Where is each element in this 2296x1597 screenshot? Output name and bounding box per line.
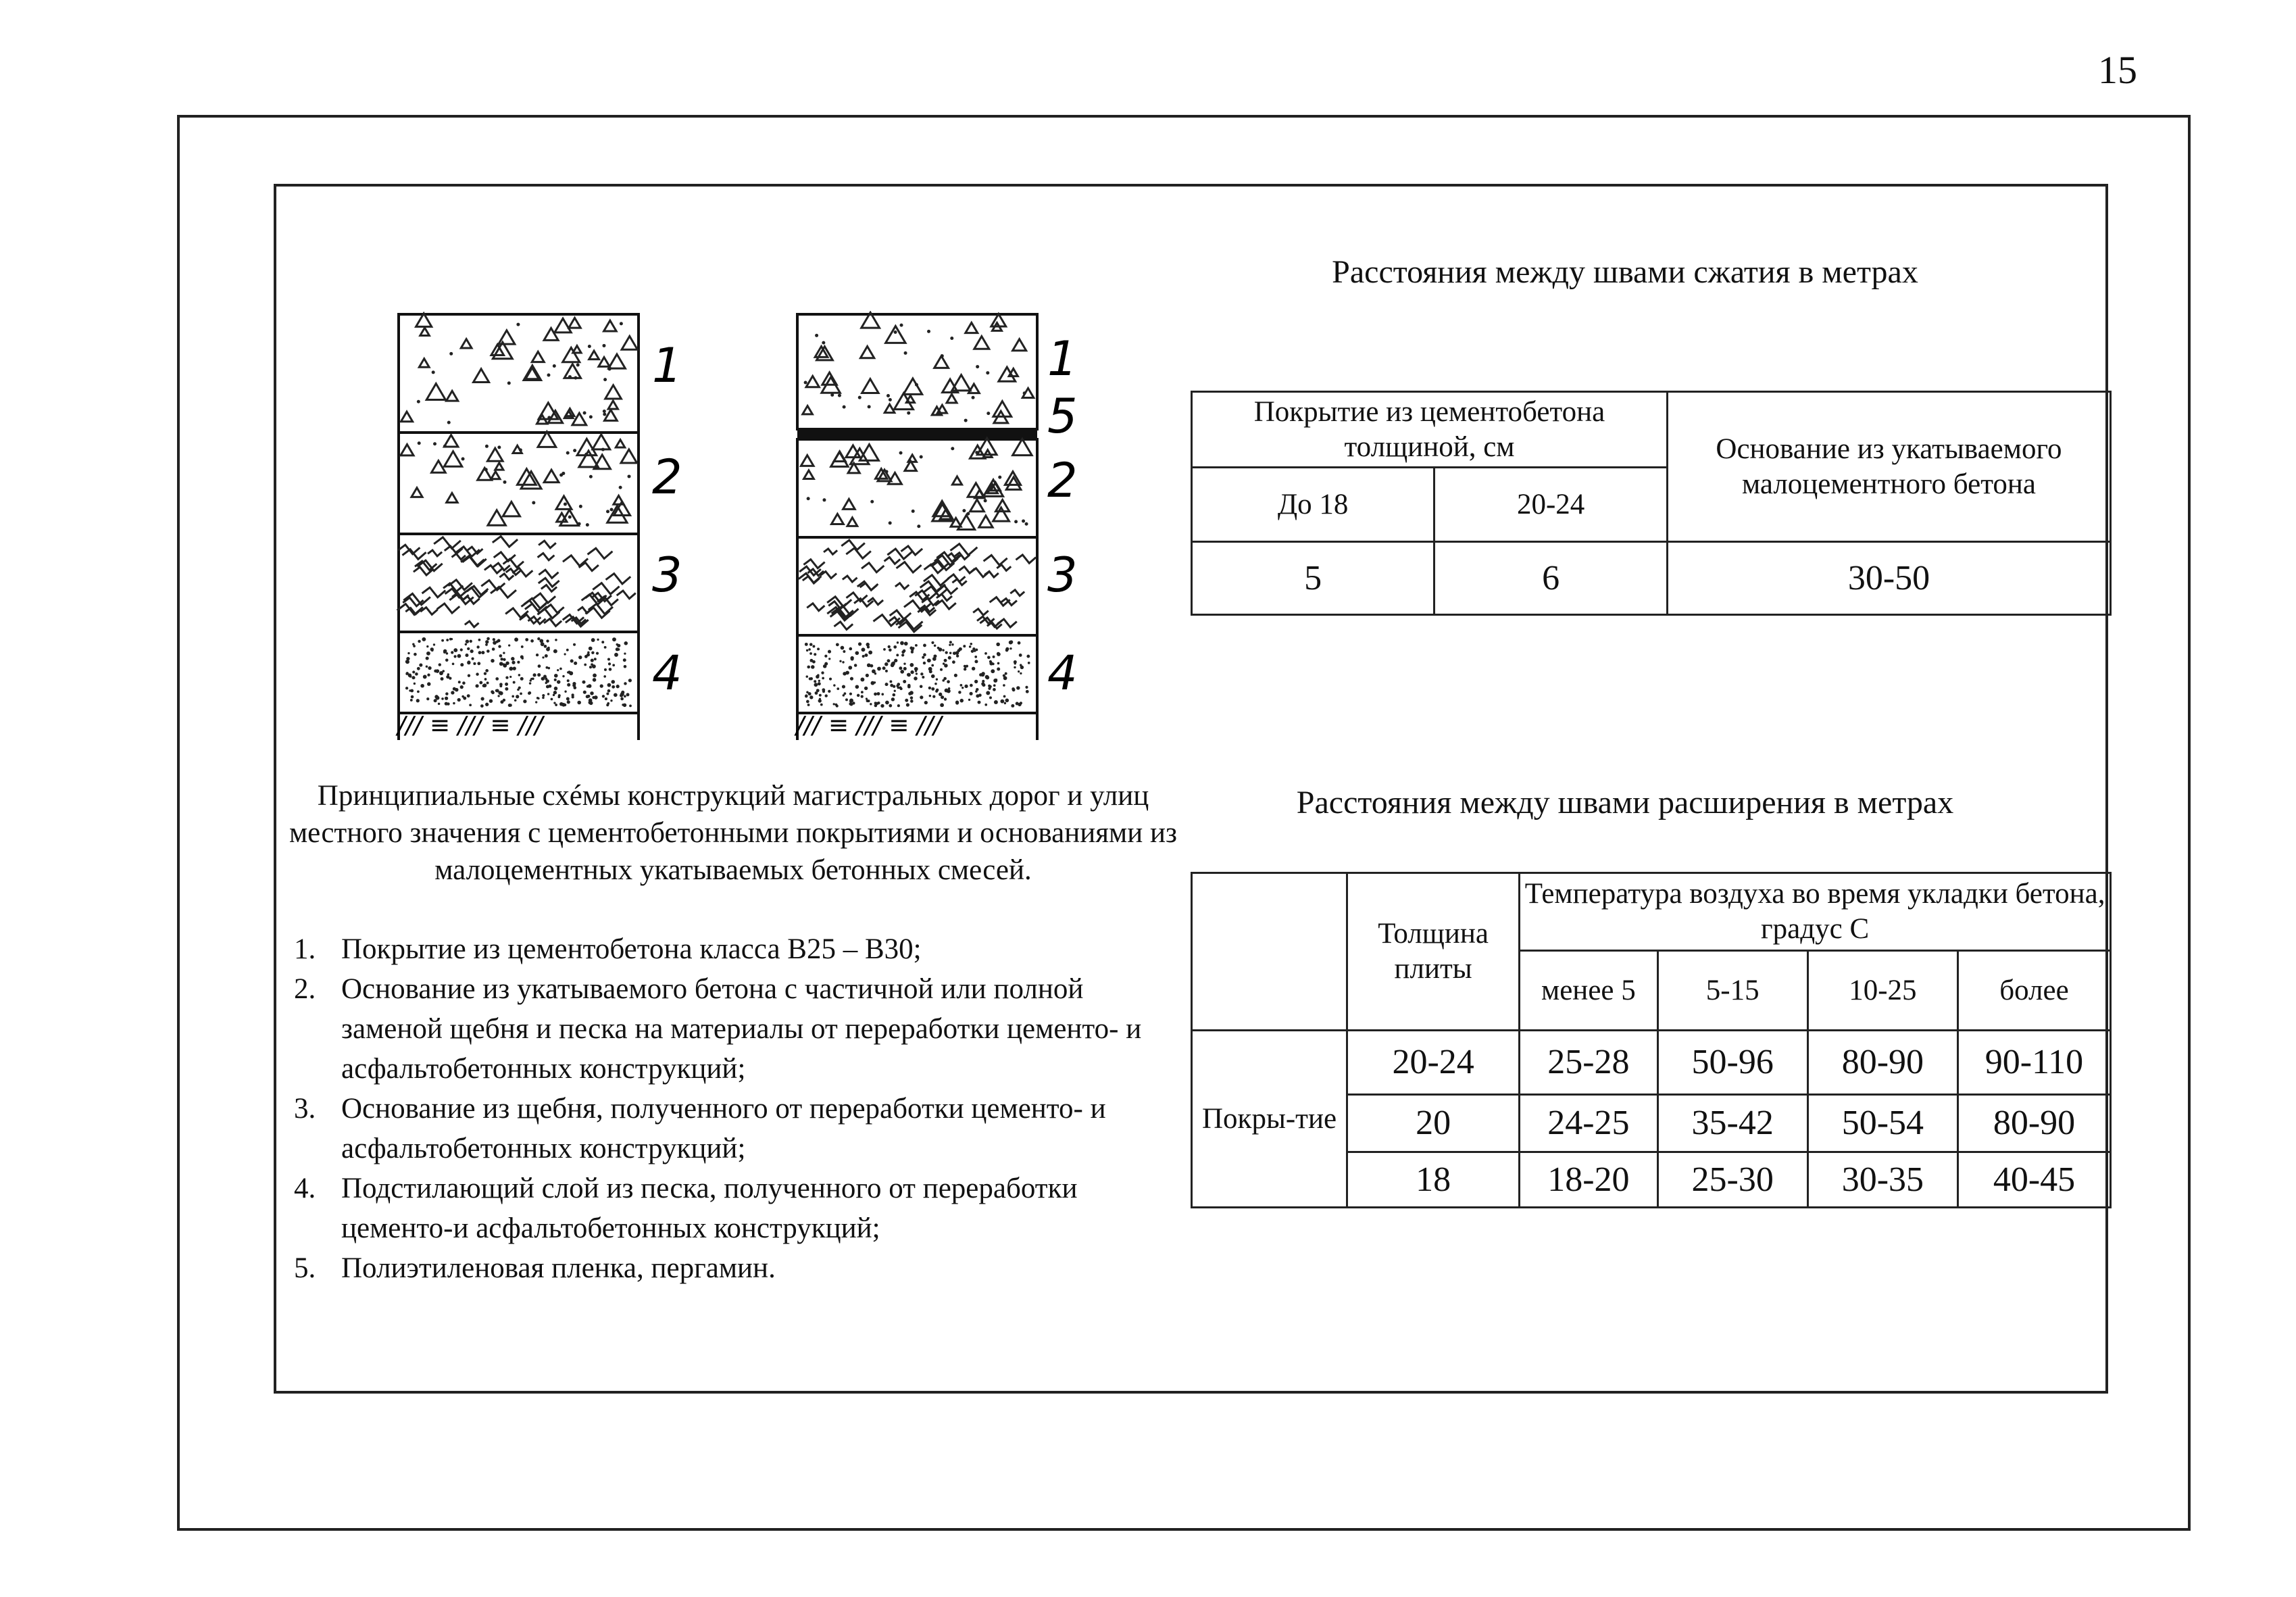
table2-temp-column: менее 5 — [1520, 951, 1657, 1031]
table2-header-thickness: Толщина плиты — [1347, 873, 1520, 1031]
scheme-left — [392, 311, 703, 743]
scheme-right-label-4: 4 — [1047, 645, 1078, 701]
table1-cell: 5 — [1192, 542, 1434, 615]
table2-corner — [1192, 873, 1347, 1031]
legend-number: 5. — [294, 1252, 316, 1284]
schemes-caption: Принципиальные схéмы конструкций магистральных дорог и улиц местного значения с цементобетонными покрытиями и основаниями из малоцементных укатываемых бетонных смесей. — [289, 780, 1178, 886]
table2-row-label: Покры-тие — [1192, 1031, 1347, 1208]
scheme-right-layers — [797, 312, 1037, 740]
legend-text: Полиэтиленовая пленка, пергамин. — [341, 1252, 776, 1284]
table1-header-coating: Покрытие из цементобетона толщиной, см — [1192, 392, 1668, 468]
legend-item — [284, 969, 1189, 1089]
scheme-right-label-5: 5 — [1047, 389, 1078, 444]
legend-item — [284, 1089, 1189, 1169]
legend-item — [284, 929, 1189, 969]
legend-number: 1. — [294, 933, 316, 965]
table2-cell: 50-96 — [1657, 1031, 1807, 1095]
legend-item — [284, 1248, 1189, 1288]
table2-cell: 40-45 — [1957, 1152, 2110, 1208]
table2-temp-column: более — [1957, 951, 2110, 1031]
legend-text: Основание из щебня, полученного от переработки цементо- и асфальтобетонных конструкций; — [341, 1093, 1106, 1164]
legend-number: 4. — [294, 1173, 316, 1204]
table1-subheader: До 18 — [1192, 468, 1434, 542]
table2-cell: 50-54 — [1807, 1095, 1957, 1152]
scheme-left-layers — [397, 314, 639, 740]
scheme-left-label-4: 4 — [652, 645, 682, 701]
scheme-right — [791, 311, 1101, 743]
table2-cell: 80-90 — [1807, 1031, 1957, 1095]
expansion-joints-table — [1191, 872, 2112, 1208]
table2-cell: 35-42 — [1657, 1095, 1807, 1152]
table2-cell: 30-35 — [1807, 1152, 1957, 1208]
scheme-right-ground: /// ≡ /// ≡ /// — [796, 712, 942, 739]
scheme-right-label-1: 1 — [1047, 331, 1078, 387]
table1-title: Расстояния между швами сжатия в метрах — [1332, 254, 1918, 290]
table2-title: Расстояния между швами расширения в метрах — [1296, 785, 1954, 820]
table1-header-base: Основание из укатываемого малоцементного бетона — [1667, 392, 2110, 542]
table2-temp-column: 10-25 — [1807, 951, 1957, 1031]
table1-subheader: 20-24 — [1434, 468, 1668, 542]
table2-cell: 25-30 — [1657, 1152, 1807, 1208]
table2-thickness: 20 — [1347, 1095, 1520, 1152]
scheme-right-label-2: 2 — [1047, 453, 1078, 508]
table2-temp-column: 5-15 — [1657, 951, 1807, 1031]
scheme-left-label-2: 2 — [652, 449, 682, 505]
legend-text: Покрытие из цементобетона класса В25 – В30; — [341, 933, 922, 965]
table2-cell: 90-110 — [1957, 1031, 2110, 1095]
scheme-left-label-3: 3 — [652, 547, 682, 603]
scheme-left-ground: /// ≡ /// ≡ /// — [397, 712, 543, 739]
table2-thickness: 18 — [1347, 1152, 1520, 1208]
legend-number: 2. — [294, 973, 316, 1005]
road-structure-schemes — [392, 311, 1081, 743]
table2-cell: 25-28 — [1520, 1031, 1657, 1095]
compression-joints-table — [1191, 391, 2112, 616]
table2-cell: 18-20 — [1520, 1152, 1657, 1208]
legend-number: 3. — [294, 1093, 316, 1125]
table2-cell: 80-90 — [1957, 1095, 2110, 1152]
page-number: 15 — [2098, 48, 2137, 92]
table2-cell: 24-25 — [1520, 1095, 1657, 1152]
table2-thickness: 20-24 — [1347, 1031, 1520, 1095]
scheme-left-label-1: 1 — [652, 338, 682, 393]
legend-text: Подстилающий слой из песка, полученного от переработки цементо-и асфальтобетонных конструкций; — [341, 1173, 1078, 1244]
table2-header-temperature: Температура воздуха во время укладки бетона, градус С — [1520, 873, 2111, 951]
table1-cell: 6 — [1434, 542, 1668, 615]
legend-list — [284, 929, 1189, 1288]
table1-cell: 30-50 — [1667, 542, 2110, 615]
legend-text: Основание из укатываемого бетона с частичной или полной заменой щебня и песка на материалы от переработки цементо- и асфальтобетонных конструкций; — [341, 973, 1142, 1085]
legend-item — [284, 1169, 1189, 1248]
scheme-right-label-3: 3 — [1047, 547, 1078, 603]
